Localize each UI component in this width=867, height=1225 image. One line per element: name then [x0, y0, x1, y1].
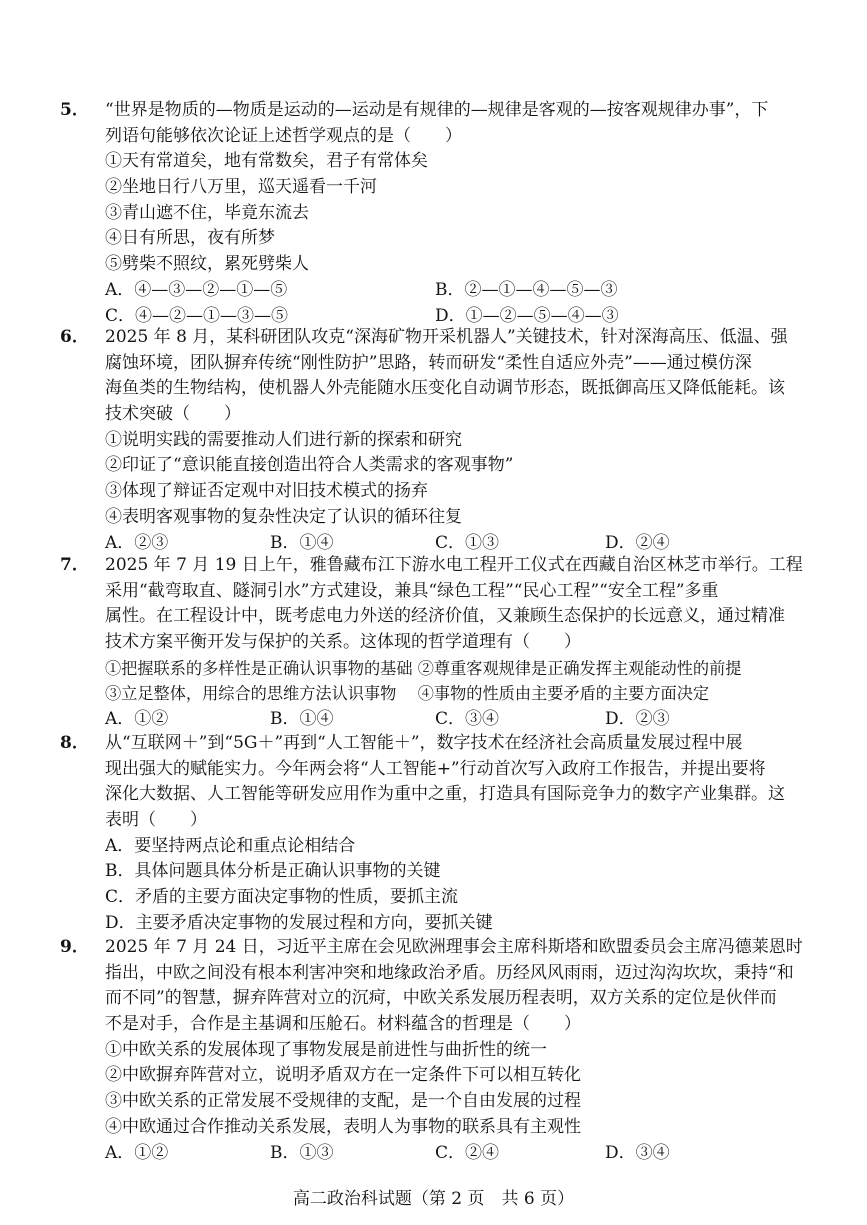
- option-d[interactable]: D．③④: [605, 1142, 670, 1163]
- option-a[interactable]: A．①②: [105, 709, 169, 730]
- question-6: [60, 325, 788, 556]
- question-stem-line: 指出，中欧之间没有根本利害冲突和地缘政治矛盾。历经风风雨雨，迈过沟沟坎坎，秉持“和: [105, 962, 794, 983]
- statement-item: ③立足整体，用综合的思维方法认识事物 ④事物的性质由主要矛盾的主要方面决定: [105, 684, 710, 704]
- question-8: [60, 731, 785, 937]
- question-stem-line: 属性。在工程设计中，既考虑电力外送的经济价值，又兼顾生态保护的长远意义，通过精准: [105, 606, 785, 627]
- statement-item: ③青山遮不住，毕竟东流去: [105, 202, 309, 223]
- question-stem-line: 5． “世界是物质的—物质是运动的—运动是有规律的—规律是客观的—按客观规律办事”，下: [60, 98, 780, 124]
- question-stem-line: 7． 2025 年 7 月 19 日上午，雅鲁藏布江下游水电工程开工仪式在西藏自治区林芝市举行。工程: [60, 553, 780, 579]
- option-d[interactable]: D．主要矛盾决定事物的发展过程和方向，要抓关键: [105, 912, 493, 933]
- question-stem-line: 腐蚀环境，团队摒弃传统“刚性防护”思路，转而研发“柔性自适应外壳”——通过模仿深: [105, 352, 752, 373]
- question-7: [60, 553, 803, 733]
- question-number: 7．: [60, 555, 89, 575]
- answer-options: [60, 1141, 780, 1167]
- statement-item: ①中欧关系的发展体现了事物发展是前进性与曲折性的统一: [105, 1039, 547, 1060]
- page-footer: 高二政治科试题（第 2 页 共 6 页）: [292, 1189, 575, 1209]
- question-stem-line: 采用“截弯取直、隧洞引水”方式建设，兼具“绿色工程”“民心工程”“安全工程”多重: [105, 580, 719, 601]
- statement-item: ④日有所思，夜有所梦: [105, 228, 275, 249]
- option-b[interactable]: B．①③: [270, 1142, 334, 1163]
- option-a[interactable]: A．①②: [105, 1142, 169, 1163]
- statement-item: ③中欧关系的正常发展不受规律的支配，是一个自由发展的过程: [105, 1091, 581, 1112]
- option-b[interactable]: B．②—①—④—⑤—③: [435, 279, 618, 300]
- statement-item: ⑤劈柴不照纹，累死劈柴人: [105, 254, 309, 275]
- question-number: 9．: [60, 937, 89, 957]
- statement-item: ①天有常道矣，地有常数矣，君子有常体矣: [105, 151, 428, 172]
- statement-item: ②中欧摒弃阵营对立，说明矛盾双方在一定条件下可以相互转化: [105, 1065, 581, 1086]
- statement-item: ②坐地日行八万里，巡天遥看一千河: [105, 177, 377, 198]
- option-b[interactable]: B．①④: [270, 709, 334, 730]
- answer-options: [60, 707, 780, 733]
- question-stem-line: 列语句能够依次论证上述哲学观点的是（ ）: [105, 125, 462, 146]
- option-a[interactable]: A．②③: [105, 532, 169, 553]
- statement-item: ③体现了辩证否定观中对旧技术模式的扬弃: [105, 481, 428, 502]
- question-number: 8．: [60, 733, 89, 753]
- option-d[interactable]: D．①—②—⑤—④—③: [435, 305, 619, 326]
- question-stem-line: 而不同”的智慧，摒弃阵营对立的沉疴，中欧关系发展历程表明，双方关系的定位是伙伴而: [105, 988, 777, 1009]
- question-stem-line: 海鱼类的生物结构，使机器人外壳能随水压变化自动调节形态，既抵御高压又降低能耗。该: [105, 378, 785, 399]
- option-c[interactable]: C．①③: [435, 532, 500, 553]
- statement-item: ①把握联系的多样性是正确认识事物的基础 ②尊重客观规律是正确发挥主观能动性的前提: [105, 658, 742, 678]
- question-stem-line: 技术方案平衡开发与保护的关系。这体现的哲学道理有（ ）: [105, 632, 581, 653]
- question-stem-line: 9． 2025 年 7 月 24 日，习近平主席在会见欧洲理事会主席科斯塔和欧盟委员会主席冯德莱恩时: [60, 935, 780, 961]
- question-stem-line: 8． 从“互联网＋”到“5G＋”再到“人工智能＋”，数字技术在经济社会高质量发展过程中展: [60, 731, 780, 757]
- option-c[interactable]: C．②④: [435, 1142, 500, 1163]
- option-c[interactable]: C．④—②—①—③—⑤: [105, 305, 289, 326]
- question-stem-line: 不是对手，合作是主基调和压舱石。材料蕴含的哲理是（ ）: [105, 1014, 581, 1035]
- question-number: 6．: [60, 327, 89, 347]
- option-a[interactable]: A．要坚持两点论和重点论相结合: [105, 835, 356, 856]
- question-stem-line: 表明（ ）: [105, 810, 207, 831]
- answer-options: [60, 278, 780, 304]
- statement-item: ②印证了“意识能直接创造出符合人类需求的客观事物”: [105, 455, 514, 476]
- question-stem-line: 现出强大的赋能实力。今年两会将“人工智能+”行动首次写入政府工作报告，并提出要将: [105, 758, 766, 779]
- question-number: 5．: [60, 100, 89, 120]
- question-stem-line: 6． 2025 年 8 月，某科研团队攻克“深海矿物开采机器人”关键技术，针对深海高压、低温、强: [60, 325, 780, 351]
- option-a[interactable]: A．④—③—②—①—⑤: [105, 279, 288, 300]
- question-9: [60, 935, 803, 1166]
- option-c[interactable]: C．③④: [435, 709, 500, 730]
- option-d[interactable]: D．②③: [605, 709, 670, 730]
- statement-item: ④中欧通过合作推动关系发展，表明人为事物的联系具有主观性: [105, 1116, 581, 1137]
- option-b[interactable]: B．具体问题具体分析是正确认识事物的关键: [105, 861, 441, 882]
- option-d[interactable]: D．②④: [605, 532, 670, 553]
- option-c[interactable]: C．矛盾的主要方面决定事物的性质，要抓主流: [105, 887, 459, 908]
- question-stem-line: 技术突破（ ）: [105, 404, 241, 425]
- question-5: [60, 98, 780, 329]
- statement-item: ④表明客观事物的复杂性决定了认识的循环往复: [105, 506, 462, 527]
- option-b[interactable]: B．①④: [270, 532, 334, 553]
- statement-item: ①说明实践的需要推动人们进行新的探索和研究: [105, 429, 462, 450]
- question-stem-line: 深化大数据、人工智能等研发应用作为重中之重，打造具有国际竞争力的数字产业集群。这: [105, 784, 785, 805]
